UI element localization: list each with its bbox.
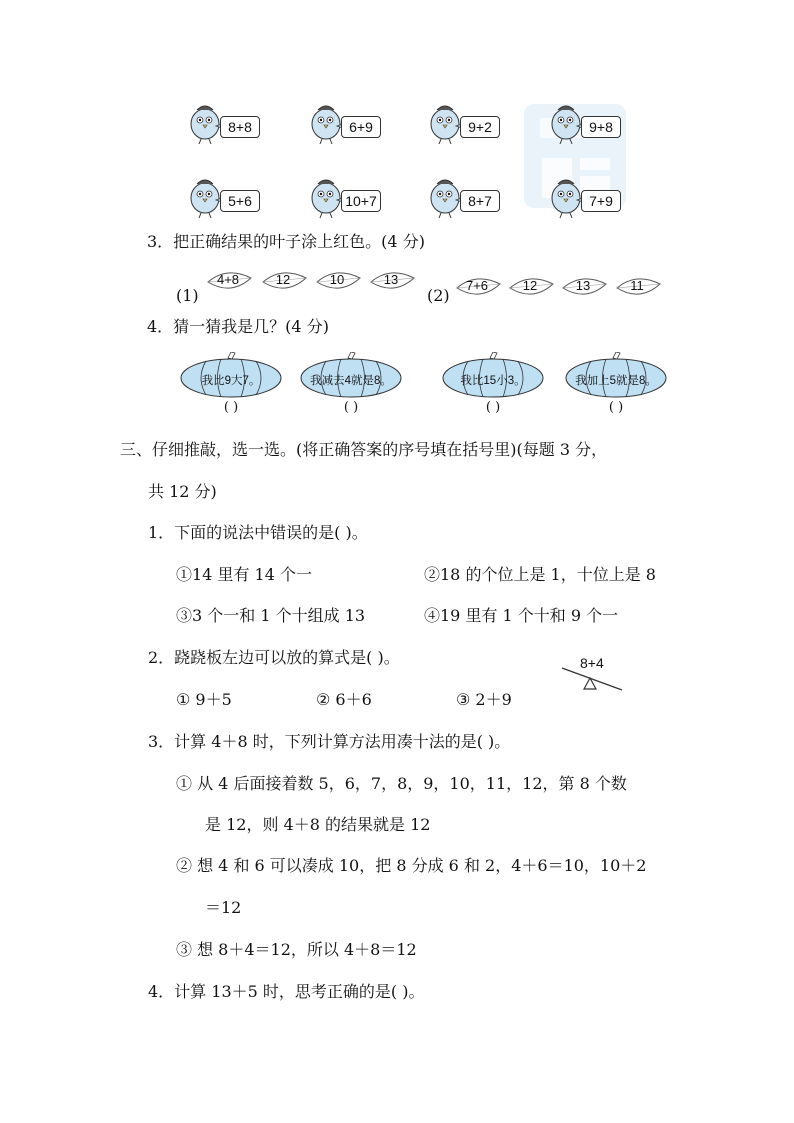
bird-card [309, 170, 419, 222]
s3-q3-option-1: ① 从 4 后面接着数 5，6，7，8，9，10，11，12，第 8 个数 [176, 774, 627, 793]
leaf-label: 4+8 [216, 272, 240, 287]
s3-q1-option-1: ①14 里有 14 个一 [176, 565, 312, 584]
bird-expression: 9+8 [581, 116, 621, 138]
s3-q1-option-2: ②18 的个位上是 1，十位上是 8 [424, 565, 656, 584]
leaf-option[interactable] [560, 274, 610, 300]
bird-card [549, 96, 659, 148]
pumpkin-clue: 我比9大7。 [201, 375, 261, 387]
leaf-option[interactable] [205, 268, 255, 294]
q3-part1-label: (1) [176, 286, 199, 305]
s3-q2-option-3: ③ 2＋9 [456, 690, 512, 709]
pumpkin-clue: 我减去4就是8。 [310, 375, 392, 387]
bird-card [309, 96, 419, 148]
s3-q3-option-2-cont: ＝12 [205, 898, 242, 917]
pumpkin-card [176, 352, 286, 418]
bird-expression: 10+7 [341, 190, 381, 212]
section-3-heading-cont: 共 12 分) [148, 482, 217, 501]
leaf-label: 10 [329, 272, 345, 287]
leaf-label: 11 [630, 278, 644, 293]
s3-q1-stem: 1．下面的说法中错误的是( )。 [148, 523, 368, 542]
leaf-option[interactable] [507, 274, 557, 300]
bird-expression: 7+9 [581, 190, 621, 212]
bird-expression: 5+6 [220, 190, 260, 212]
leaf-option[interactable] [454, 274, 504, 300]
pumpkin-clue: 我加上5就是8。 [575, 375, 657, 387]
bird-card [549, 170, 659, 222]
bird-expression: 8+7 [460, 190, 500, 212]
leaf-option[interactable] [368, 268, 418, 294]
answer-blank[interactable]: ( ) [343, 400, 359, 415]
s3-q2-stem: 2．跷跷板左边可以放的算式是( )。 [148, 648, 400, 667]
pumpkin-card [561, 352, 671, 418]
bird-card [188, 170, 298, 222]
s3-q2-option-1: ① 9＋5 [176, 690, 232, 709]
s3-q2-option-2: ② 6＋6 [316, 690, 372, 709]
answer-blank[interactable]: ( ) [485, 400, 501, 415]
leaf-label: 12 [275, 272, 291, 287]
s3-q3-option-1-cont: 是 12，则 4＋8 的结果就是 12 [205, 815, 431, 834]
s3-q1-option-3: ③3 个一和 1 个十组成 13 [176, 606, 366, 625]
s3-q3-option-3: ③ 想 8＋4＝12，所以 4＋8＝12 [176, 940, 417, 959]
leaf-option[interactable] [614, 274, 664, 300]
bird-expression: 9+2 [460, 116, 500, 138]
leaf-label: 12 [522, 278, 538, 293]
leaf-option[interactable] [260, 268, 310, 294]
leaf-label: 7+6 [465, 278, 489, 293]
bird-card [188, 96, 298, 148]
answer-blank[interactable]: ( ) [223, 400, 239, 415]
leaf-label: 13 [575, 278, 591, 293]
bird-card [428, 96, 538, 148]
q3-part2-label: (2) [427, 286, 450, 305]
bird-expression: 8+8 [220, 116, 260, 138]
seesaw-figure [560, 655, 630, 700]
leaf-label: 13 [383, 272, 399, 287]
s3-q1-option-4: ④19 里有 1 个十和 9 个一 [424, 606, 619, 625]
question-3-title: 3．把正确结果的叶子涂上红色。(4 分) [147, 232, 425, 251]
s3-q4-stem: 4．计算 13＋5 时，思考正确的是( )。 [148, 982, 425, 1001]
s3-q3-stem: 3．计算 4＋8 时，下列计算方法用凑十法的是( )。 [148, 732, 511, 751]
answer-blank[interactable]: ( ) [608, 400, 624, 415]
bird-card [428, 170, 538, 222]
seesaw-label: 8+4 [580, 655, 604, 671]
question-4-title: 4．猜一猜我是几？(4 分) [147, 317, 329, 336]
s3-q3-option-2: ② 想 4 和 6 可以凑成 10，把 8 分成 6 和 2，4＋6＝10，10＋2 [176, 856, 647, 875]
pumpkin-card [296, 352, 406, 418]
leaf-option[interactable] [314, 268, 364, 294]
pumpkin-card [438, 352, 548, 418]
bird-expression: 6+9 [341, 116, 381, 138]
section-3-heading: 三、仔细推敲，选一选。(将正确答案的序号填在括号里)(每题 3 分， [120, 440, 608, 459]
pumpkin-clue: 我比15小3。 [460, 375, 526, 387]
